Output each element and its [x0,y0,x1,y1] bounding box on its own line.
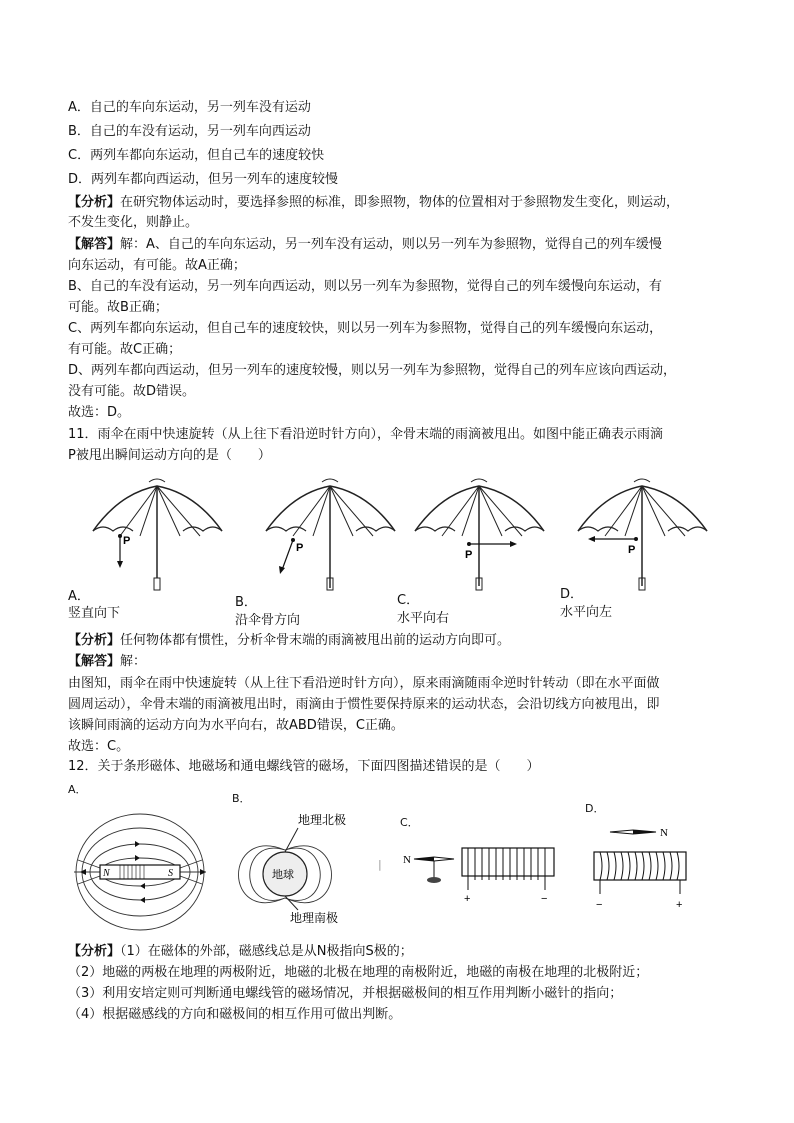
q10-answer-line: C、两列车都向东运动，但自己车的速度较快，则以另一列车为参照物，觉得自己的列车缓慢向东运动， [68,321,663,336]
q10-option-c: C．两列车都向东运动，但自己车的速度较快 [68,148,325,163]
q11-option-c-caption: 水平向右 [397,611,450,626]
q11-option-b-letter: B． [235,595,257,610]
analysis-text: 任何物体都有惯性，分析伞骨末端的雨滴被甩出前的运动方向即可。 [120,633,511,648]
compass-north-label: N [660,827,668,839]
q11-option-d-letter: D． [560,587,584,602]
q11-option-b-caption: 沿伞骨方向 [235,613,301,628]
terminal-minus-label: − [596,899,603,911]
q11-option-c-letter: C． [397,593,420,608]
analysis-text: 在研究物体运动时，要选择参照的标准，即参照物，物体的位置相对于参照物发生变化，则运动， [120,195,680,210]
q12-analysis-line: （3）利用安培定则可判断通电螺线管的磁场情况，并根据磁极间的相互作用判断小磁针的指向； [68,986,623,1001]
answer-text: 解：A、自己的车向东运动，另一列车没有运动，则以另一列车为参照物，觉得自己的列车缓慢 [120,237,662,252]
terminal-plus-label: + [464,893,471,905]
q10-answer-line: 有可能。故C正确； [68,342,182,357]
q12-letter-d: D． [585,802,605,815]
bar-magnet-field-figure [70,800,210,935]
q10-analysis [68,193,679,212]
analysis-text: （1）在磁体的外部，磁感线总是从N极指向S极的； [120,944,413,959]
geographic-north-label: 地理北极 [298,813,347,827]
q10-option-b: B．自己的车没有运动，另一列车向西运动 [68,124,311,139]
q11-answer-line: 该瞬间雨滴的运动方向为水平向右，故ABD错误，C正确。 [68,718,404,733]
analysis-tag: 【分析】 [68,195,121,210]
umbrella-figure-d [570,478,715,596]
q11-option-a-caption: 竖直向下 [68,606,121,621]
answer-tag: 【解答】 [68,654,121,669]
solenoid-c-figure [398,830,563,910]
analysis-tag: 【分析】 [68,633,121,648]
q11-answer [68,652,146,671]
terminal-minus-label: − [541,893,548,905]
q12-letter-b: B． [232,792,251,805]
q11-choice: 故选：C。 [68,739,130,754]
q12-stem: 12．关于条形磁体、地磁场和通电螺线管的磁场，下面四图描述错误的是（ ） [68,759,540,774]
q10-answer-line: D、两列车都向西运动，但另一列车的速度较慢，则以另一列车为参照物，觉得自己的列车应该向西运动， [68,363,677,378]
q11-stem: 11．雨伞在雨中快速旋转（从上往下看沿逆时针方向），伞骨末端的雨滴被甩出。如图中能正确表示雨滴 [68,427,664,442]
point-p-label: P [123,535,131,547]
solenoid-d-figure [588,820,698,915]
q11-option-a-letter: A． [68,589,90,604]
analysis-tag: 【分析】 [68,944,121,959]
q12-analysis-line: （4）根据磁感线的方向和磁极间的相互作用可做出判断。 [68,1007,402,1022]
point-p-label: P [465,549,473,561]
earth-magnetic-field-figure [228,800,378,930]
divider-mark: | [378,858,382,871]
geographic-south-label: 地理南极 [290,911,339,925]
q12-letter-a: A． [68,783,87,796]
umbrella-figure-c [407,478,552,596]
compass-north-label: N [403,854,411,866]
q10-analysis-cont: 不发生变化，则静止。 [68,215,199,230]
q10-option-a: A．自己的车向东运动，另一列车没有运动 [68,100,311,115]
q10-answer-line: 没有可能。故D错误。 [68,384,196,399]
magnet-south-label: S [168,868,173,879]
q10-answer-line: 可能。故B正确； [68,300,168,315]
q11-answer-line: 由图知，雨伞在雨中快速旋转（从上往下看沿逆时针方向），原来雨滴随雨伞逆时针转动（即在水平面做 [68,676,660,691]
q10-answer-line: B、自己的车没有运动，另一列车向西运动，则以另一列车为参照物，觉得自己的列车缓慢向东运动，有 [68,279,662,294]
q12-letter-c: C． [400,816,419,829]
q11-option-d-caption: 水平向左 [560,605,613,620]
point-p-label: P [296,542,304,554]
umbrella-figure-a [85,478,230,596]
q11-analysis [68,631,510,650]
q12-analysis [68,942,413,961]
q11-answer-line: 圆周运动），伞骨末端的雨滴被甩出时，雨滴由于惯性要保持原来的运动状态，会沿切线方向被甩出，即 [68,697,660,712]
umbrella-figure-b [258,478,403,596]
q10-option-d: D．两列车都向西运动，但另一列车的速度较慢 [68,172,339,187]
terminal-plus-label: + [676,899,683,911]
answer-text: 解： [120,654,147,669]
q11-stem-cont: P被甩出瞬间运动方向的是（ ） [68,448,271,463]
point-p-label: P [628,544,636,556]
magnet-north-label: N [103,868,110,879]
q10-answer [68,235,662,254]
q12-analysis-line: （2）地磁的两极在地理的两极附近，地磁的北极在地理的南极附近，地磁的南极在地理的北极附近； [68,965,649,980]
answer-tag: 【解答】 [68,237,121,252]
q10-choice: 故选：D。 [68,405,131,420]
earth-label: 地球 [272,868,294,881]
q10-answer-line: 向东运动，有可能。故A正确； [68,258,246,273]
